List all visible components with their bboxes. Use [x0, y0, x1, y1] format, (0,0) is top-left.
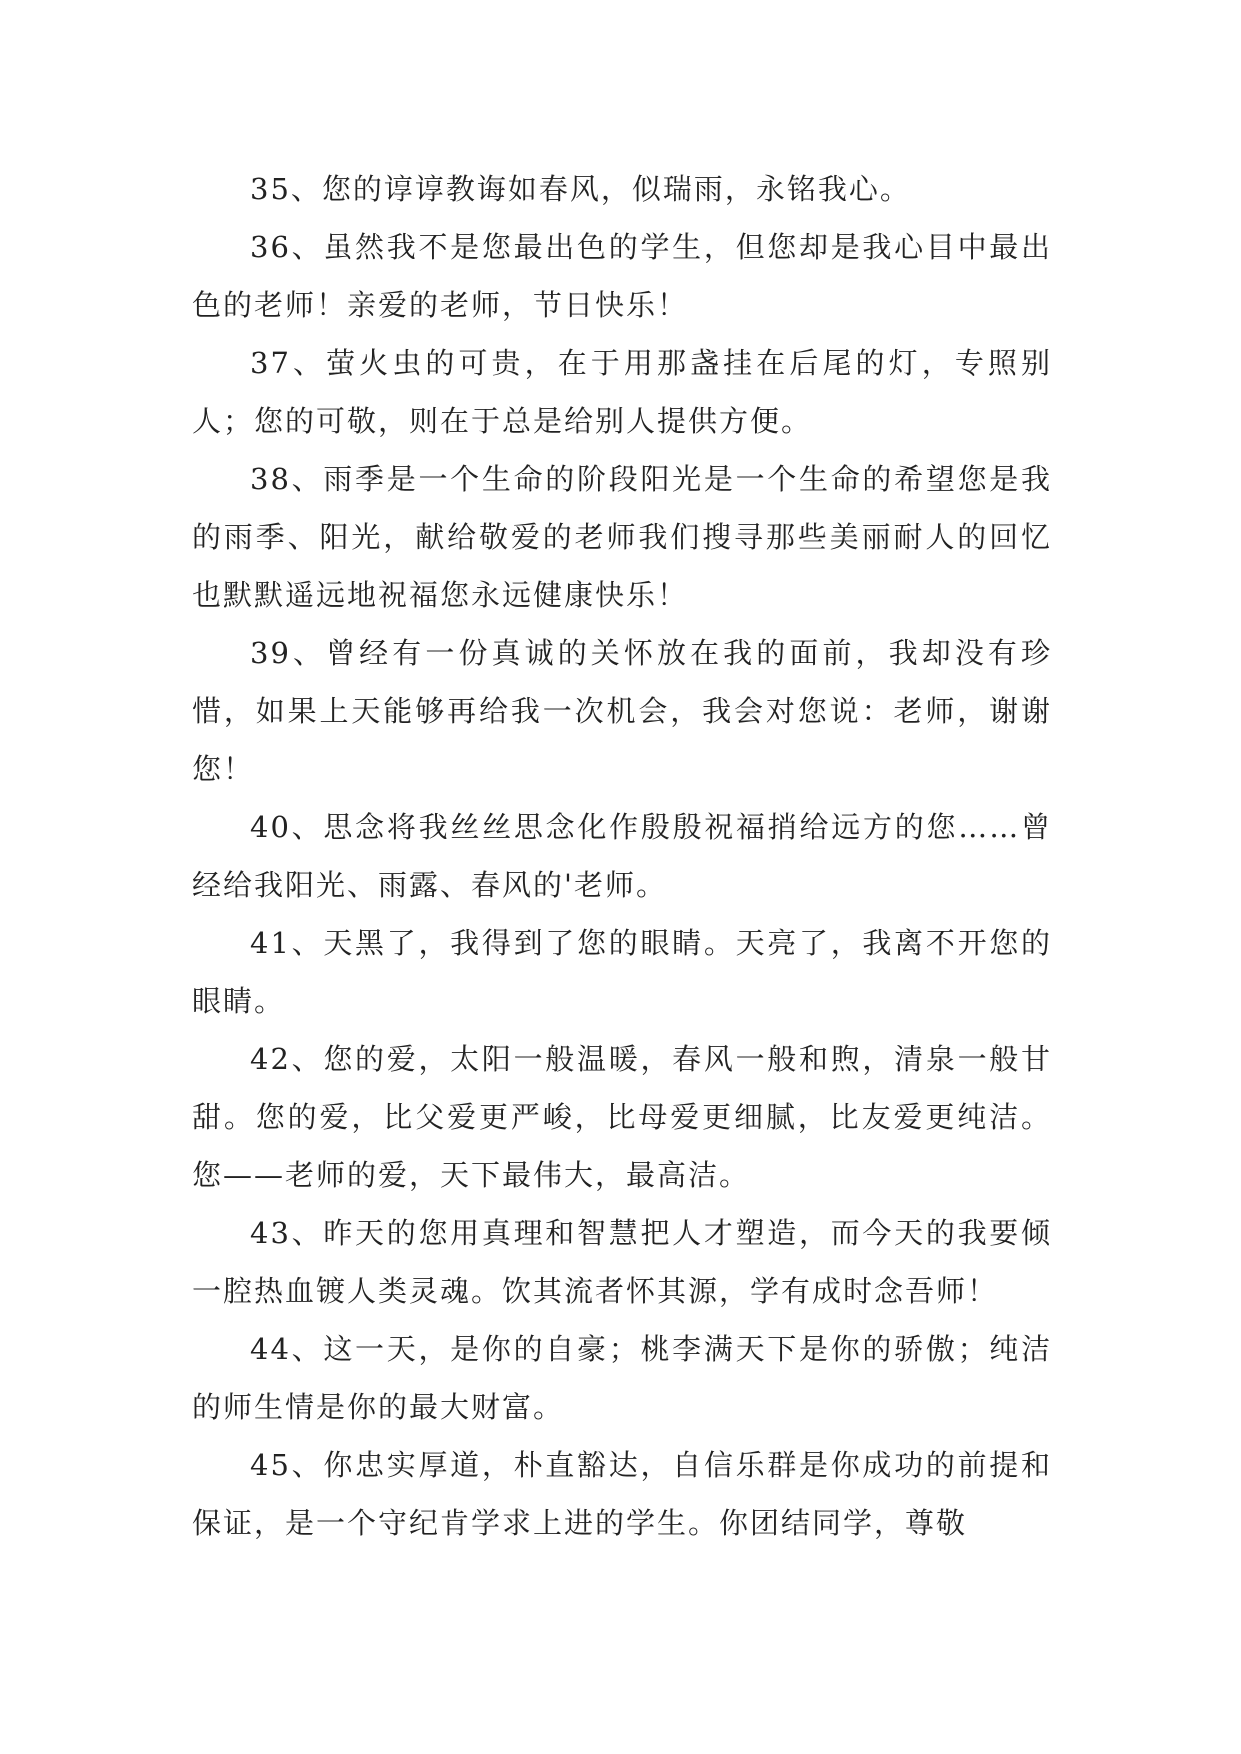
- paragraph-36: 36、虽然我不是您最出色的学生，但您却是我心目中最出色的老师！亲爱的老师，节日快乐！: [192, 230, 1052, 322]
- paragraph-35: 35、您的谆谆教诲如春风，似瑞雨，永铭我心。: [250, 172, 911, 206]
- paragraph-40: 40、思念将我丝丝思念化作殷殷祝福捎给远方的您……曾经给我阳光、雨露、春风的'老师。: [192, 810, 1052, 902]
- paragraph-42: 42、您的爱，太阳一般温暖，春风一般和煦，清泉一般甘甜。您的爱，比父爱更严峻，比母爱更细腻，比友爱更纯洁。您——老师的爱，天下最伟大，最高洁。: [192, 1042, 1052, 1192]
- document-body: [192, 160, 1052, 1552]
- paragraph-38: 38、雨季是一个生命的阶段阳光是一个生命的希望您是我的雨季、阳光，献给敬爱的老师我们搜寻那些美丽耐人的回忆也默默遥远地祝福您永远健康快乐！: [192, 462, 1052, 612]
- paragraph-39: 39、曾经有一份真诚的关怀放在我的面前，我却没有珍惜，如果上天能够再给我一次机会，我会对您说：老师，谢谢您！: [192, 636, 1052, 786]
- paragraph-41: 41、天黑了，我得到了您的眼睛。天亮了，我离不开您的眼睛。: [192, 926, 1052, 1018]
- paragraph-43: 43、昨天的您用真理和智慧把人才塑造，而今天的我要倾一腔热血镀人类灵魂。饮其流者怀其源，学有成时念吾师！: [192, 1216, 1052, 1308]
- paragraph-45: 45、你忠实厚道，朴直豁达，自信乐群是你成功的前提和保证，是一个守纪肯学求上进的学生。你团结同学，尊敬: [192, 1448, 1052, 1540]
- paragraph-44: 44、这一天，是你的自豪；桃李满天下是你的骄傲；纯洁的师生情是你的最大财富。: [192, 1332, 1052, 1424]
- paragraph-37: 37、萤火虫的可贵，在于用那盏挂在后尾的灯，专照别人；您的可敬，则在于总是给别人提供方便。: [192, 346, 1052, 438]
